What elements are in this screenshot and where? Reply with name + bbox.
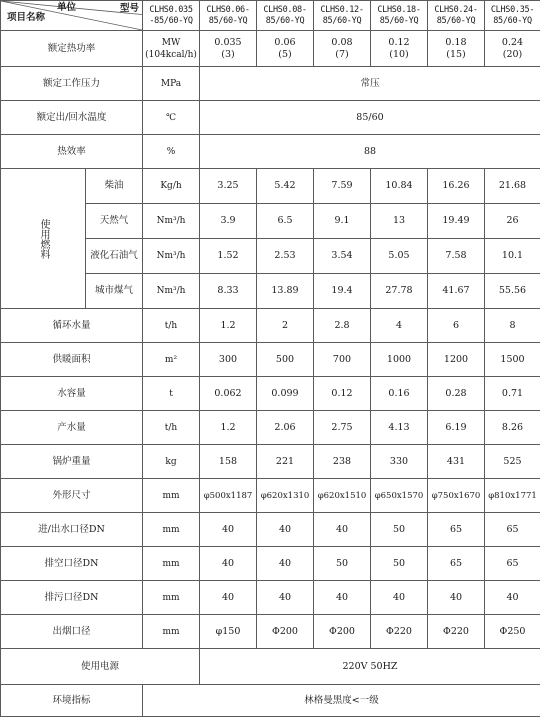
value-cell: Φ250	[485, 615, 540, 649]
corner-item-label: 项目名称	[7, 12, 45, 23]
model-header-0: CLHS0.035 -85/60-YQ	[143, 1, 200, 31]
row-efficiency	[1, 135, 540, 169]
unit-cell: kg	[143, 445, 200, 479]
value-cell: 300	[200, 343, 257, 377]
value-cell: 700	[314, 343, 371, 377]
value-cell: 55.56	[485, 274, 540, 309]
row-label: 水容量	[1, 377, 143, 411]
value-cell: 3.9	[200, 204, 257, 239]
fuel-label: 液化石油气	[86, 239, 143, 274]
unit-cell: MPa	[143, 67, 200, 101]
value-cell: 2.75	[314, 411, 371, 445]
row-label: 供暖面积	[1, 343, 143, 377]
row-label: 锅炉重量	[1, 445, 143, 479]
value-cell: 26	[485, 204, 540, 239]
value-cell: 1500	[485, 343, 540, 377]
row-power-supply	[1, 649, 540, 685]
row-flue-diameter	[1, 615, 540, 649]
row-label: 排污口径DN	[1, 581, 143, 615]
value-cell: 40	[257, 581, 314, 615]
unit-cell: t/h	[143, 309, 200, 343]
model-header-4: CLHS0.18- 85/60-YQ	[371, 1, 428, 31]
value-cell: 40	[200, 513, 257, 547]
value-cell: 50	[371, 513, 428, 547]
unit-cell: Nm³/h	[143, 274, 200, 309]
value-cell: φ620x1310	[257, 479, 314, 513]
value-cell: 4	[371, 309, 428, 343]
value-cell: 0.18 (15)	[428, 31, 485, 67]
value-cell: Φ220	[428, 615, 485, 649]
value-cell: 40	[314, 581, 371, 615]
value-cell: 1.52	[200, 239, 257, 274]
value-cell: 40	[314, 513, 371, 547]
corner-model-label: 型号	[120, 3, 139, 14]
value-cell: 50	[371, 547, 428, 581]
row-label: 进/出水口径DN	[1, 513, 143, 547]
value-cell: φ150	[200, 615, 257, 649]
row-heating-area	[1, 343, 540, 377]
unit-cell: MW (104kcal/h)	[143, 31, 200, 67]
value-cell: 27.78	[371, 274, 428, 309]
fuel-group-label: 使用燃料	[1, 169, 86, 309]
value-cell: 65	[428, 513, 485, 547]
unit-cell: mm	[143, 581, 200, 615]
header-corner-cell	[1, 1, 143, 31]
value-cell: 0.71	[485, 377, 540, 411]
row-label: 使用电源	[1, 649, 200, 685]
model-header-6: CLHS0.35- 85/60-YQ	[485, 1, 540, 31]
value-cell: 65	[485, 513, 540, 547]
value-cell: 500	[257, 343, 314, 377]
unit-cell: ℃	[143, 101, 200, 135]
value-cell: 5.05	[371, 239, 428, 274]
unit-cell: Kg/h	[143, 169, 200, 204]
value-cell: 6.19	[428, 411, 485, 445]
value-cell: 8.26	[485, 411, 540, 445]
value-cell: 3.54	[314, 239, 371, 274]
row-boiler-weight	[1, 445, 540, 479]
value-cell: 0.06 (5)	[257, 31, 314, 67]
value-cell: φ500x1187	[200, 479, 257, 513]
unit-cell: mm	[143, 479, 200, 513]
merged-value-cell: 常压	[200, 67, 540, 101]
unit-cell: %	[143, 135, 200, 169]
row-label: 出烟口径	[1, 615, 143, 649]
value-cell: 0.12	[314, 377, 371, 411]
value-cell: 21.68	[485, 169, 540, 204]
row-environment	[1, 685, 540, 717]
unit-cell: mm	[143, 615, 200, 649]
value-cell: 65	[485, 547, 540, 581]
unit-cell: Nm³/h	[143, 204, 200, 239]
row-drain-dn	[1, 581, 540, 615]
value-cell: 0.28	[428, 377, 485, 411]
row-label: 额定出/回水温度	[1, 101, 143, 135]
row-label: 额定热功率	[1, 31, 143, 67]
value-cell: 9.1	[314, 204, 371, 239]
value-cell: 330	[371, 445, 428, 479]
value-cell: 525	[485, 445, 540, 479]
value-cell: 19.4	[314, 274, 371, 309]
value-cell: 7.59	[314, 169, 371, 204]
row-fuel-diesel	[1, 169, 540, 204]
value-cell: 2	[257, 309, 314, 343]
fuel-label: 天然气	[86, 204, 143, 239]
row-vent-dn	[1, 547, 540, 581]
row-rated-power	[1, 31, 540, 67]
value-cell: 10.84	[371, 169, 428, 204]
value-cell: 1.2	[200, 411, 257, 445]
fuel-label: 柴油	[86, 169, 143, 204]
value-cell: 221	[257, 445, 314, 479]
row-dimensions	[1, 479, 540, 513]
value-cell: 16.26	[428, 169, 485, 204]
unit-cell: m²	[143, 343, 200, 377]
model-header-1: CLHS0.06- 85/60-YQ	[200, 1, 257, 31]
value-cell: 40	[485, 581, 540, 615]
unit-cell: t/h	[143, 411, 200, 445]
row-label: 排空口径DN	[1, 547, 143, 581]
value-cell: 4.13	[371, 411, 428, 445]
value-cell: 13.89	[257, 274, 314, 309]
value-cell: 0.24 (20)	[485, 31, 540, 67]
row-water-output	[1, 411, 540, 445]
row-label: 热效率	[1, 135, 143, 169]
value-cell: 1200	[428, 343, 485, 377]
fuel-label: 城市煤气	[86, 274, 143, 309]
value-cell: 1000	[371, 343, 428, 377]
value-cell: 431	[428, 445, 485, 479]
merged-value-cell: 林格曼黑度<一级	[143, 685, 540, 717]
value-cell: 6.5	[257, 204, 314, 239]
value-cell: 8	[485, 309, 540, 343]
row-label: 环境指标	[1, 685, 143, 717]
unit-cell: mm	[143, 547, 200, 581]
value-cell: 0.12 (10)	[371, 31, 428, 67]
unit-cell: mm	[143, 513, 200, 547]
value-cell: Φ220	[371, 615, 428, 649]
row-temperature	[1, 101, 540, 135]
value-cell: 0.062	[200, 377, 257, 411]
value-cell: 40	[200, 581, 257, 615]
value-cell: 0.035 (3)	[200, 31, 257, 67]
value-cell: 158	[200, 445, 257, 479]
value-cell: 40	[428, 581, 485, 615]
merged-value-cell: 85/60	[200, 101, 540, 135]
value-cell: 2.53	[257, 239, 314, 274]
value-cell: 0.16	[371, 377, 428, 411]
model-header-5: CLHS0.24- 85/60-YQ	[428, 1, 485, 31]
value-cell: 19.49	[428, 204, 485, 239]
unit-cell: t	[143, 377, 200, 411]
row-inlet-outlet-dn	[1, 513, 540, 547]
value-cell: 65	[428, 547, 485, 581]
row-label: 产水量	[1, 411, 143, 445]
value-cell: 13	[371, 204, 428, 239]
value-cell: φ650x1570	[371, 479, 428, 513]
value-cell: φ750x1670	[428, 479, 485, 513]
value-cell: 0.08 (7)	[314, 31, 371, 67]
value-cell: 40	[257, 513, 314, 547]
value-cell: 10.1	[485, 239, 540, 274]
value-cell: φ620x1510	[314, 479, 371, 513]
value-cell: 50	[314, 547, 371, 581]
value-cell: 238	[314, 445, 371, 479]
row-pressure	[1, 67, 540, 101]
row-label: 循环水量	[1, 309, 143, 343]
value-cell: 5.42	[257, 169, 314, 204]
value-cell: 2.06	[257, 411, 314, 445]
value-cell: 2.8	[314, 309, 371, 343]
value-cell: 40	[200, 547, 257, 581]
value-cell: Φ200	[257, 615, 314, 649]
model-header-3: CLHS0.12- 85/60-YQ	[314, 1, 371, 31]
model-header-2: CLHS0.08- 85/60-YQ	[257, 1, 314, 31]
row-circulation-flow	[1, 309, 540, 343]
value-cell: 41.67	[428, 274, 485, 309]
corner-unit-label: 单位	[57, 2, 76, 13]
header-row	[1, 1, 540, 31]
value-cell: 1.2	[200, 309, 257, 343]
merged-value-cell: 88	[200, 135, 540, 169]
row-label: 额定工作压力	[1, 67, 143, 101]
merged-value-cell: 220V 50HZ	[200, 649, 540, 685]
value-cell: Φ200	[314, 615, 371, 649]
value-cell: φ810x1771	[485, 479, 540, 513]
value-cell: 40	[257, 547, 314, 581]
value-cell: 7.58	[428, 239, 485, 274]
value-cell: 6	[428, 309, 485, 343]
unit-cell: Nm³/h	[143, 239, 200, 274]
value-cell: 40	[371, 581, 428, 615]
row-water-capacity	[1, 377, 540, 411]
value-cell: 3.25	[200, 169, 257, 204]
value-cell: 8.33	[200, 274, 257, 309]
value-cell: 0.099	[257, 377, 314, 411]
row-label: 外形尺寸	[1, 479, 143, 513]
